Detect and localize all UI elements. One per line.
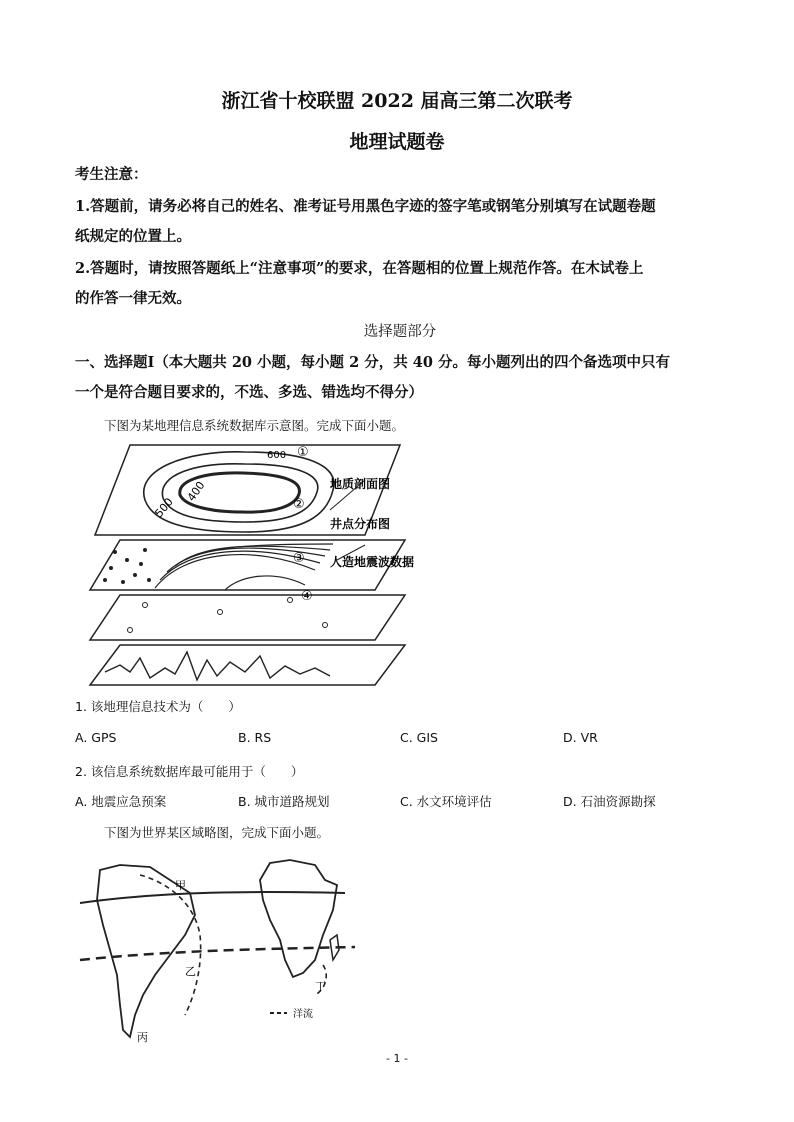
equator-line <box>80 892 345 903</box>
page-number: - 1 - <box>386 1052 408 1065</box>
q1-option-b: B. RS <box>238 730 272 745</box>
map-label-yi: 乙 <box>185 965 196 978</box>
q1-option-c: C. GIS <box>400 730 438 745</box>
map-label-ding: 丁 <box>315 980 326 993</box>
exam-subtitle: 地理试题卷 <box>349 131 445 153</box>
gis-layer-diagram <box>75 440 435 690</box>
q2-option-b: B. 城市道路规划 <box>238 794 330 809</box>
q2-option-a: A. 地震应急预案 <box>75 794 167 809</box>
layer-3-plane <box>90 595 405 640</box>
q2-stem: 2. 该信息系统数据库最可能用于（ ） <box>75 764 304 779</box>
layer-label-3: ③ <box>293 551 305 566</box>
map-label-bing: 丙 <box>137 1031 148 1044</box>
part-instruction-line1: 一、选择题Ⅰ（本大题共 20 小题，每小题 2 分，共 40 分。每小题列出的四个备选项中只有 <box>75 354 671 371</box>
contour-label-600: 600 <box>267 450 287 461</box>
layer-label-1: ① <box>297 445 309 460</box>
q1-option-d: D. VR <box>563 730 598 745</box>
exam-title: 浙江省十校联盟 2022 届高三第二次联考 <box>221 90 573 112</box>
africa-outline <box>260 860 337 977</box>
notice-heading: 考生注意： <box>75 166 148 183</box>
map-label-jia: 甲 <box>175 879 186 892</box>
q1-stem: 1. 该地理信息技术为（ ） <box>75 699 241 714</box>
q1-option-a: A. GPS <box>75 730 117 745</box>
q2-option-d: D. 石油资源勘探 <box>563 794 656 809</box>
tropic-line <box>80 947 355 960</box>
layer-name-seismic: 人造地震波数据 <box>330 555 415 569</box>
notice-item1-line2: 纸规定的位置上。 <box>75 228 191 245</box>
figure2-intro: 下图为世界某区域略图，完成下面小题。 <box>104 825 330 840</box>
part-instruction-line2: 一个是符合题目要求的，不选、多选、错选均不得分） <box>75 384 423 401</box>
section-title: 选择题部分 <box>363 324 437 340</box>
layer-name-geology: 地质剖面图 <box>330 477 391 491</box>
world-region-map <box>75 855 360 1045</box>
layer-label-4: ④ <box>301 589 313 604</box>
layer-label-2: ② <box>293 497 305 512</box>
legend-current-label: 洋流 <box>293 1009 313 1020</box>
notice-item2-line2: 的作答一律无效。 <box>75 290 191 307</box>
notice-item1-line1: 1.答题前，请务必将自己的姓名、准考证号用黑色字迹的签字笔或钢笔分别填写在试题卷题 <box>75 198 656 215</box>
layer-name-wells: 井点分布图 <box>330 517 391 531</box>
q2-option-c: C. 水文环境评估 <box>400 794 492 809</box>
contour-label-500: 500 <box>152 495 176 520</box>
notice-item2-line1: 2.答题时，请按照答题纸上“注意事项”的要求，在答题相的位置上规范作答。在木试卷上 <box>75 260 644 277</box>
figure1-intro: 下图为某地理信息系统数据库示意图。完成下面小题。 <box>104 418 405 433</box>
layer-4-plane <box>90 645 405 685</box>
contour-label-400: 400 <box>184 479 208 504</box>
